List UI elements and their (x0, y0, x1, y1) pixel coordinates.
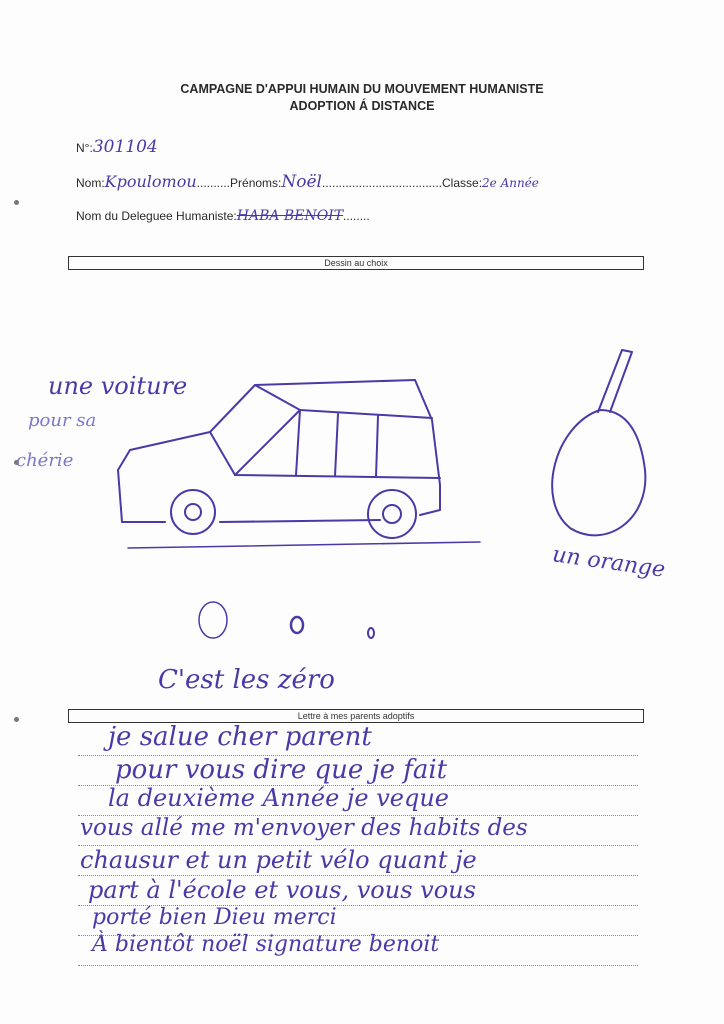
classe-value: 2e Année (482, 176, 539, 190)
orange-stem (598, 350, 632, 412)
car-roof-front (235, 410, 300, 475)
letter-line-4: vous allé me m'envoyer des habits des (80, 815, 528, 841)
letter-line-3: la deuxième Année je veque (108, 784, 449, 812)
number-label: N°: (76, 141, 93, 155)
letter-line-1: je salue cher parent (108, 722, 372, 752)
zero-medium (291, 617, 303, 633)
header-line-2: ADOPTION Á DISTANCE (289, 99, 435, 113)
delegue-dots: ........ (343, 209, 370, 223)
nom-value: Kpoulomou (104, 172, 197, 191)
letter-rule-8 (78, 965, 638, 966)
car-caption-line-3: chérie (16, 450, 74, 471)
car-front-wheel (171, 490, 215, 534)
zero-small (368, 628, 374, 638)
car-rear-wheel (368, 490, 416, 538)
letter-line-6: part à l'école et vous, vous vous (88, 876, 476, 904)
letter-line-7: porté bien Dieu merci (92, 905, 337, 930)
number-value: 301104 (92, 137, 158, 157)
letter-line-8: À bientôt noël signature benoit (92, 932, 440, 957)
car-window-line (255, 385, 432, 418)
drawing-section-banner: Dessin au choix (68, 256, 644, 270)
letter-line-5: chausur et un petit vélo quant je (80, 846, 477, 874)
delegue-value: HABA BENOIT (236, 208, 344, 224)
header-line-1: CAMPAGNE D'APPUI HUMAIN DU MOUVEMENT HUMANISTE (180, 82, 544, 96)
nom-dots: .......... (196, 176, 231, 190)
car-roof-line (210, 432, 440, 478)
orange-caption: un orange (550, 542, 667, 583)
car-door-lines (296, 410, 378, 477)
car-caption-line-1: une voiture (48, 372, 188, 400)
car-caption-line-2: pour sa (28, 410, 97, 431)
car-body (118, 380, 440, 522)
orange-drawing (552, 410, 645, 535)
nom-label: Nom: (76, 176, 105, 190)
ground-line (128, 542, 480, 548)
delegue-label: Nom du Deleguee Humaniste: (76, 209, 237, 223)
classe-label: Classe: (442, 176, 483, 190)
zero-large (199, 602, 227, 638)
letter-line-2: pour vous dire que je fait (115, 755, 448, 785)
letter-section-banner: Lettre à mes parents adoptifs (68, 709, 644, 723)
prenoms-value: Noël (281, 172, 322, 192)
prenoms-label: Prénoms: (230, 176, 282, 190)
zeros-caption: C'est les zéro (158, 665, 335, 695)
prenoms-dots: .................................... (321, 176, 443, 190)
